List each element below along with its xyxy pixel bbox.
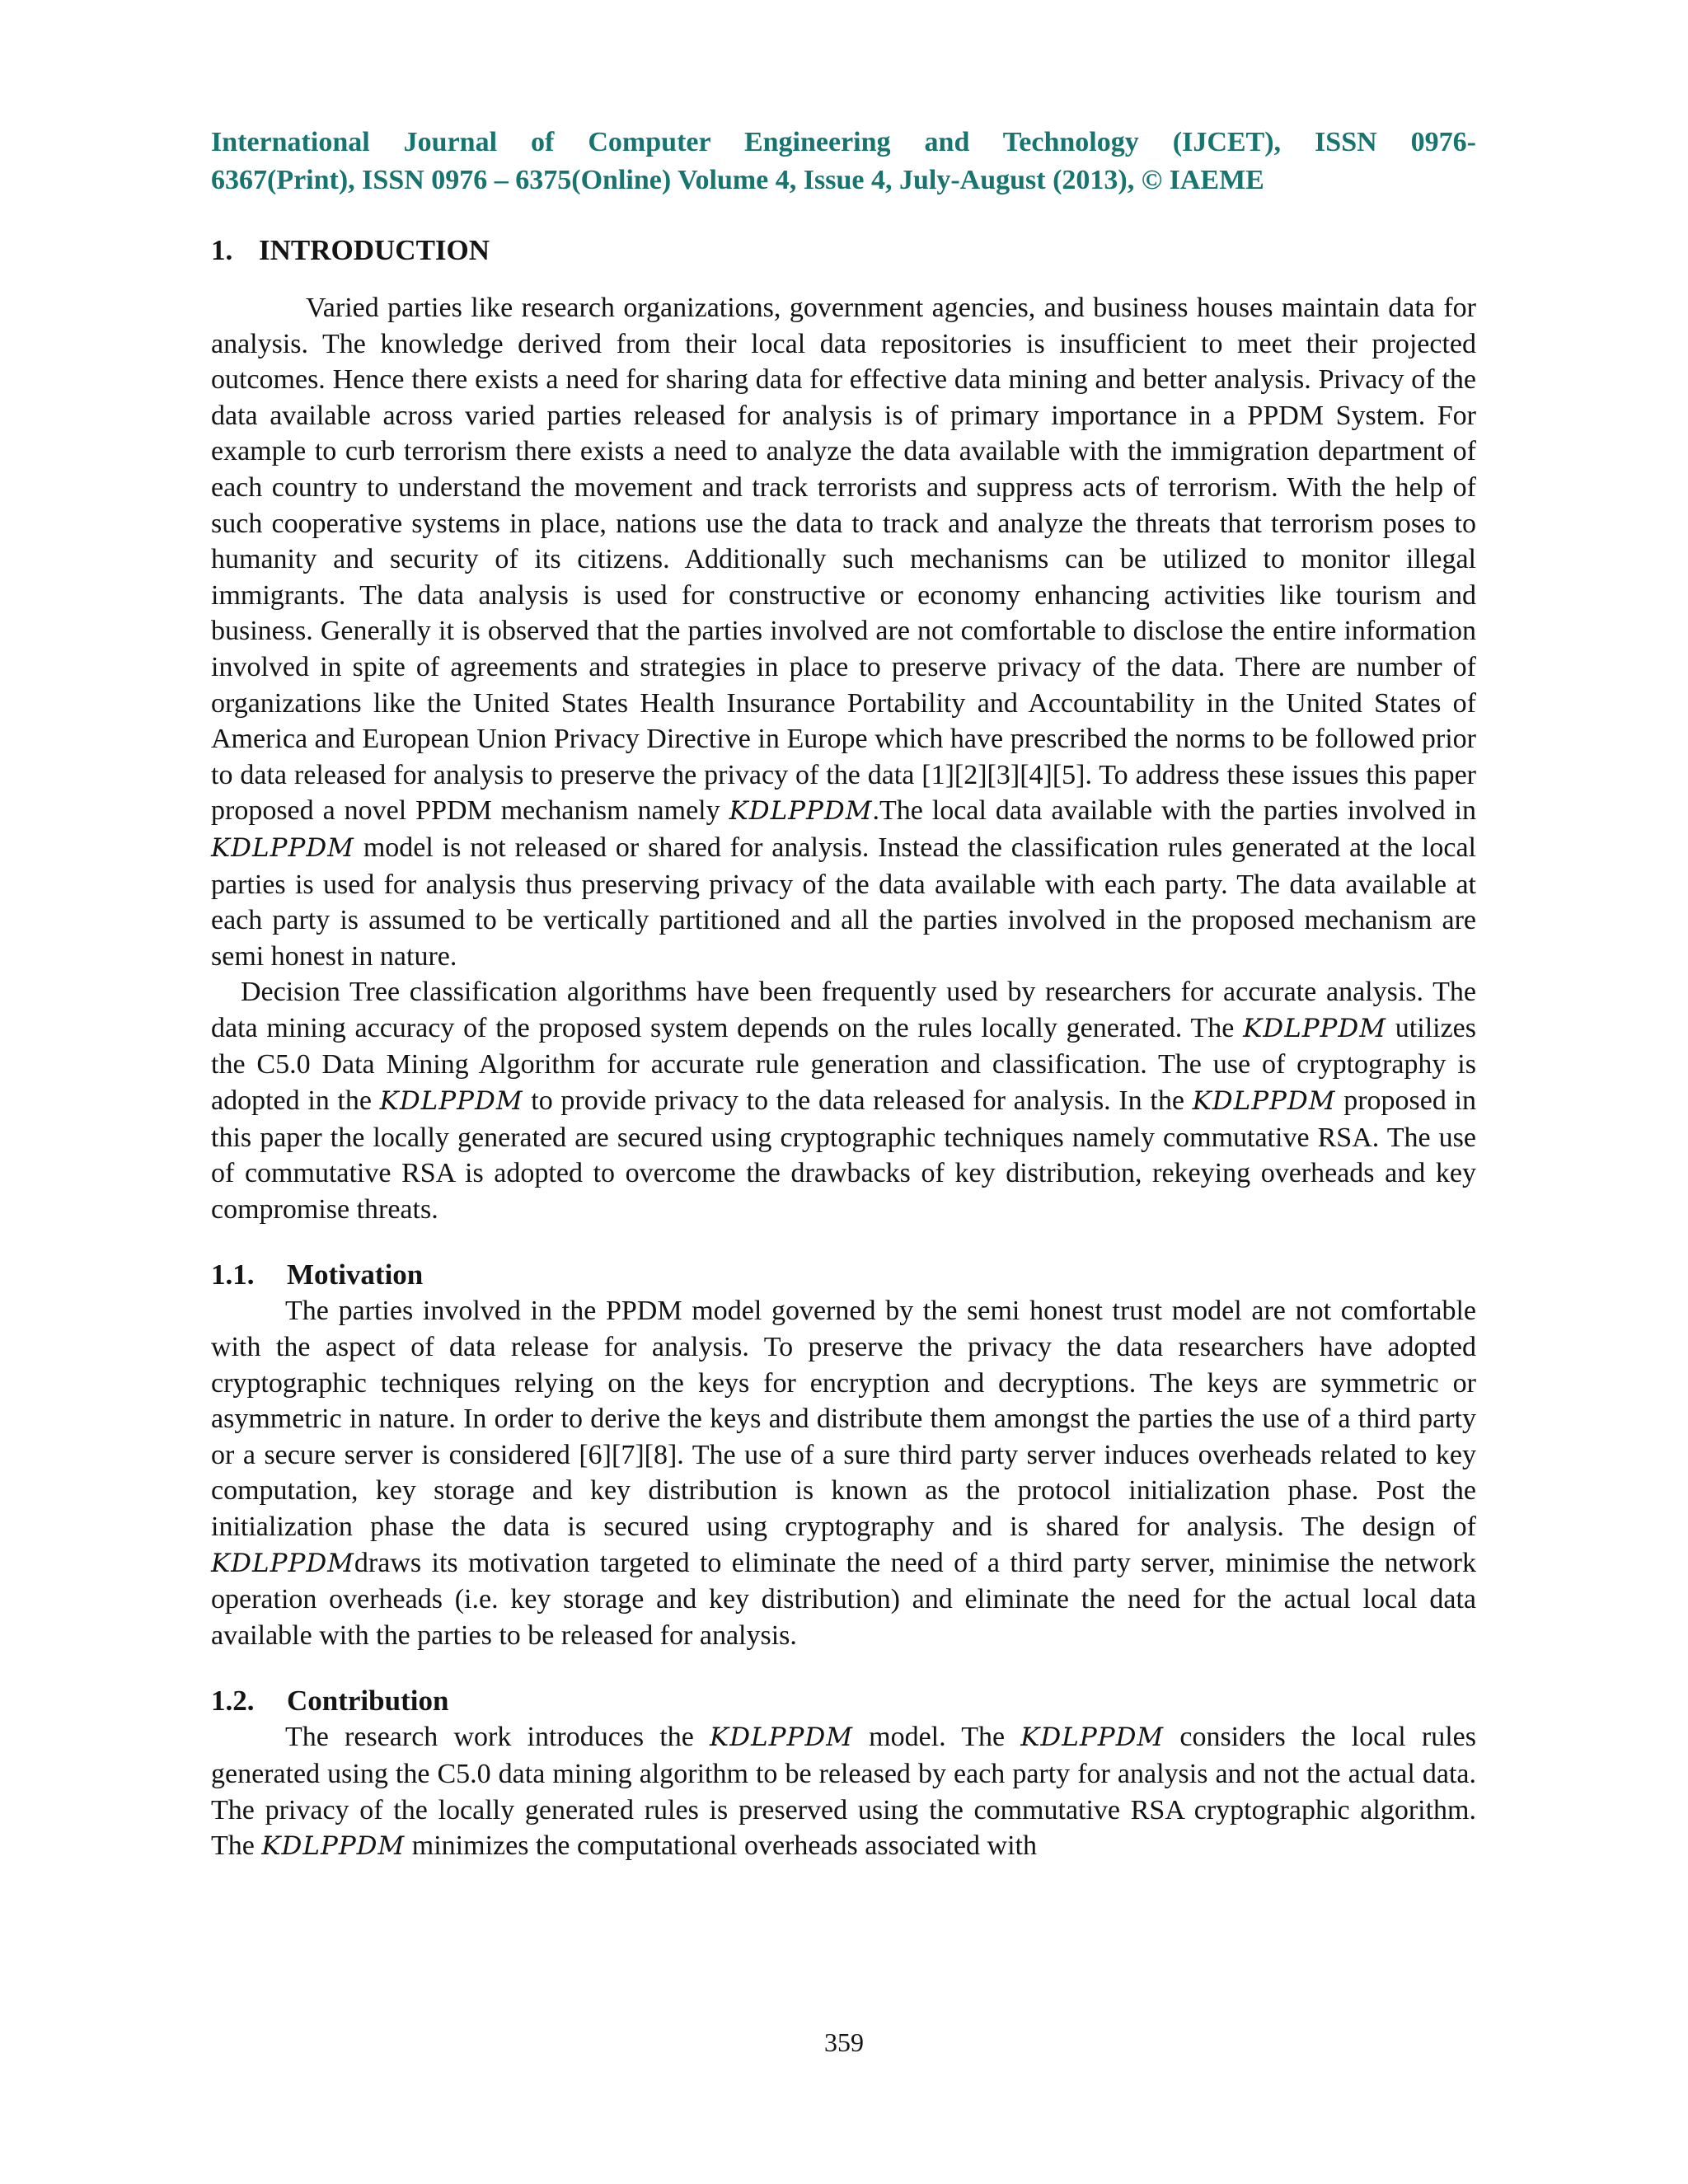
subsection-heading-contribution <box>211 1683 1476 1719</box>
subsection-number: 1.1. <box>211 1258 255 1291</box>
intro-paragraph-2 <box>211 974 1476 1227</box>
text-run: Decision Tree classification algorithms have been frequently used by researchers for accurate analysis. The data mining accuracy of the proposed system depends on the rules locally generated. The <box>211 977 1476 1043</box>
subsection-heading-motivation <box>211 1257 1476 1293</box>
math-term: KDLPPDM <box>379 1086 523 1117</box>
text-run: The parties involved in the PPDM model governed by the semi honest trust model are not comfortable with the aspect of data release for analysis. To preserve the privacy the data researchers have adopted cryptographic techniques relying on the keys for encryption and decryptions. The keys are symmetric or asymmetric in nature. In order to derive the keys and distribute them amongst the parties the use of a third party or a secure server is considered [6][7][8]. The use of a sure third party server induces overheads related to key computation, key storage and key distribution is known as the protocol initialization phase. Post the initialization phase the data is secured using cryptography and is shared for analysis. The design of <box>211 1296 1476 1542</box>
journal-header-line-2: 6367(Print), ISSN 0976 – 6375(Online) Volume 4, Issue 4, July-August (2013), © IAEME <box>211 165 1264 195</box>
section-number: 1. <box>211 234 233 266</box>
text-run: Varied parties like research organizations, government agencies, and business houses maintain data for analysis. The knowledge derived from their local data repositories is insufficient to meet their projected outcomes. Hence there exists a need for sharing data for effective data mining and better analysis. Privacy of the data available across varied parties released for analysis is of primary importance in a PPDM System. For example to curb terrorism there exists a need to analyze the data available with the immigration department of each country to understand the movement and track terrorists and suppress acts of terrorism. With the help of such cooperative systems in place, nations use the data to track and analyze the threats that terrorism poses to humanity and security of its citizens. Additionally such mechanisms can be utilized to monitor illegal immigrants. The data analysis is used for constructive or economy enhancing activities like tourism and business. Generally it is observed that the parties involved are not comfortable to disclose the entire information involved in spite of agreements and strategies in place to preserve privacy of the data. There are number of organizations like the United States Health Insurance Portability and Accountability in the United States of America and European Union Privacy Directive in Europe which have prescribed the norms to be followed prior to data released for analysis to preserve the privacy of the data [1][2][3][4][5]. To address these issues this paper proposed a novel PPDM mechanism namely <box>211 293 1476 827</box>
text-run: model. The <box>852 1722 1021 1753</box>
section-heading-introduction <box>211 232 1476 269</box>
text-run: minimizes the computational overheads associated with <box>405 1830 1037 1862</box>
math-term: KDLPPDM <box>1243 1013 1387 1043</box>
section-title: INTRODUCTION <box>259 234 490 266</box>
motivation-paragraph <box>211 1293 1476 1653</box>
math-term: KDLPPDM <box>211 832 354 863</box>
contribution-paragraph <box>211 1719 1476 1864</box>
text-run: draws its motivation targeted to eliminate the need of a third party server, minimise the network operation overheads (i.e. key storage and key distribution) and eliminate the need for the actual local data available with the parties to be released for analysis. <box>211 1547 1476 1651</box>
subsection-number: 1.2. <box>211 1685 255 1718</box>
text-run: model is not released or shared for analysis. Instead the classification rules generated at the local parties is used for analysis thus preserving privacy of the data available with each party. The data available at each party is assumed to be vertically partitioned and all the parties involved in the proposed mechanism are semi honest in nature. <box>211 832 1476 972</box>
math-term: KDLPPDM <box>261 1831 406 1862</box>
page-number: 359 <box>824 2027 864 2057</box>
journal-header <box>211 124 1476 199</box>
text-run: considers the local rules generated using the C5.0 data mining algorithm to be released by each party for analysis and not the actual data. The privacy of the locally generated rules is preserved using the commutative RSA cryptographic algorithm. The <box>211 1722 1477 1862</box>
math-term: KDLPPDM <box>1020 1722 1165 1753</box>
subsection-title: Contribution <box>287 1685 449 1718</box>
math-term: KDLPPDM <box>710 1722 853 1753</box>
math-term: KDLPPDM <box>729 796 873 827</box>
intro-paragraph-1 <box>211 290 1476 974</box>
text-run: utilizes the C5.0 Data Mining Algorithm for accurate rule generation and classification. The use of cryptography is adopted in the <box>211 1012 1476 1117</box>
math-term: KDLPPDM <box>1192 1086 1336 1117</box>
math-term: KDLPPDM <box>211 1548 354 1578</box>
text-run: .The local data available with the parties involved in <box>872 795 1477 827</box>
subsection-title: Motivation <box>287 1258 424 1291</box>
text-run: The research work introduces the <box>285 1722 710 1753</box>
text-run: proposed in this paper the locally generated are secured using cryptographic techniques namely commutative RSA. The use of commutative RSA is adopted to overcome the drawbacks of key distribution, rekeying overheads and key compromise threats. <box>211 1085 1476 1225</box>
paper-page <box>211 124 1476 1865</box>
text-run: to provide privacy to the data released for analysis. In the <box>523 1085 1193 1117</box>
journal-header-line-1: International Journal of Computer Engineering and Technology (IJCET), ISSN 0976- <box>211 127 1476 157</box>
